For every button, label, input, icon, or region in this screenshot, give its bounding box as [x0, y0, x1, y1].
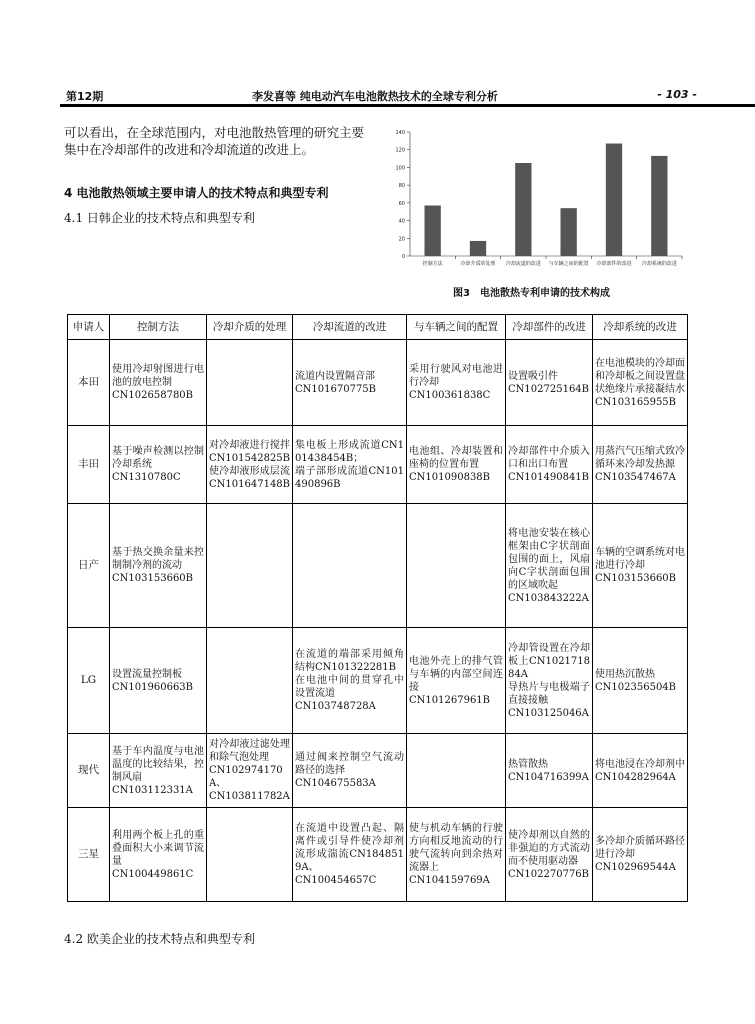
applicant-name: 日产 — [68, 504, 110, 628]
cell-line: 设置吸引件 — [508, 370, 558, 382]
y-tick-label: 20 — [398, 236, 405, 243]
cell-line: 使用冷却射图进行电池的放电控制 — [112, 364, 204, 388]
cell-line: CN103125046A — [508, 707, 589, 719]
column-header: 冷却系统的改进 — [593, 315, 688, 340]
cell-line: 导热片与电极端子直接接触 — [508, 681, 590, 706]
cell-line: CN102658780B — [112, 390, 194, 401]
cell-line: 基于噪声检测以控制冷却系统 — [112, 446, 204, 470]
y-tick-label: 80 — [398, 183, 405, 190]
table-cell — [207, 426, 293, 504]
bar — [651, 156, 667, 256]
table-row — [68, 808, 688, 902]
table-cell — [407, 734, 506, 808]
cell-line: CN103748728A — [295, 701, 376, 712]
y-tick-label: 140 — [395, 130, 405, 136]
cell-line: CN102270776B — [508, 868, 590, 880]
header-rule — [60, 104, 755, 107]
table-cell — [506, 340, 593, 426]
table-cell — [593, 426, 688, 504]
table-cell — [593, 504, 688, 628]
applicant-table — [67, 314, 688, 902]
table-cell — [506, 734, 593, 808]
cell-line: 电池组、冷却装置和座椅的位置布置 — [409, 446, 503, 470]
cell-line: 冷却管设置在冷却板上CN102171884A — [508, 642, 590, 680]
table-cell — [407, 340, 506, 426]
table-cell — [407, 628, 506, 734]
cell-line: 使与机动车辆的行驶方向相反地流动的行驶气流转向到余热对流器上 — [409, 823, 503, 873]
table-cell — [293, 628, 407, 734]
bar-chart — [388, 124, 688, 274]
cell-line: 热管散热 — [508, 758, 548, 770]
cell-line: 对冷却液过滤处理和除气泡处理 — [209, 739, 290, 763]
cell-line: CN104675583A — [295, 778, 376, 789]
cell-line: CN101490841B — [508, 472, 590, 483]
table-cell — [110, 734, 207, 808]
x-tick-label: 冷却流道的改进 — [505, 261, 541, 267]
table-cell — [593, 808, 688, 902]
x-tick-label: 冷却介质的处理 — [460, 261, 496, 267]
intro-paragraph: 可以看出，在全球范围内，对电池散热管理的研究主要集中在冷却部件的改进和冷却流道的改进上。 — [64, 125, 365, 157]
section-4-1-heading: 4.1 日韩企业的技术特点和典型专利 — [64, 211, 255, 225]
y-tick-label: 40 — [398, 218, 405, 225]
cell-line: 设置流量控制板 — [112, 668, 182, 680]
cell-line: 车辆的空调系统对电池进行冷却 — [595, 547, 685, 571]
table-cell — [506, 808, 593, 902]
column-header: 冷却流道的改进 — [293, 315, 407, 340]
cell-line: 电池外壳上的排气管与车辆的内部空间连接 — [409, 655, 503, 693]
table-cell — [293, 340, 407, 426]
figure-caption: 图3 电池散热专利申请的技术构成 — [453, 288, 610, 299]
table-cell — [506, 504, 593, 628]
table-cell — [506, 426, 593, 504]
cell-line: CN100361838C — [409, 390, 491, 401]
table-row — [68, 734, 688, 808]
applicant-name: LG — [68, 628, 110, 734]
y-tick-label: 0 — [401, 254, 405, 260]
cell-line: CN100454657C — [295, 875, 377, 886]
table-cell — [110, 504, 207, 628]
table-cell — [110, 340, 207, 426]
table-cell — [407, 504, 506, 628]
cell-line: 采用行驶风对电池进行冷却 — [409, 364, 503, 388]
cell-line: CN103811782A — [209, 791, 290, 802]
cell-line: CN101670775B — [295, 383, 377, 395]
cell-line: CN101267961B — [409, 694, 491, 706]
running-header — [66, 86, 755, 106]
cell-line: CN100449861C — [112, 868, 194, 880]
cell-line: 将电池安装在核心框架由C字状剖面包围的面上，风扇向C字状剖面包围的区域吹起 — [508, 527, 590, 591]
cell-line: 基于车内温度与电池温度的比较结果，控制风扇 — [112, 745, 204, 783]
cell-line: 对冷却液进行搅拌CN101542825B — [209, 439, 291, 464]
table-cell — [506, 628, 593, 734]
column-header: 冷却介质的处理 — [207, 315, 293, 340]
column-header: 申请人 — [68, 315, 110, 340]
cell-line: CN101960663B — [112, 681, 194, 693]
cell-line: CN103165955B — [595, 396, 677, 408]
x-tick-label: 冷却系统的改进 — [641, 261, 677, 267]
table-cell — [293, 426, 407, 504]
cell-line: CN102356504B — [595, 681, 677, 693]
bar — [515, 163, 531, 256]
cell-line: 用蒸汽气压缩式致冷循环来冷却发热源 — [595, 446, 685, 470]
y-tick-label: 60 — [398, 200, 405, 207]
cell-line: CN101090838B — [409, 472, 491, 483]
cell-line: CN103112331A — [112, 784, 193, 796]
cell-line: 使用热沉散热 — [595, 668, 655, 680]
cell-line: 在电池中间的贯穿孔中设置流道 — [295, 675, 404, 699]
table-cell — [293, 734, 407, 808]
cell-line: CN103547467A — [595, 472, 676, 483]
column-header: 控制方法 — [110, 315, 207, 340]
cell-line: CN104159769A — [409, 875, 490, 886]
table-cell — [207, 734, 293, 808]
table-cell — [593, 628, 688, 734]
cell-line: 流道内设置隔音部 — [295, 370, 375, 382]
table-cell — [110, 426, 207, 504]
table-cell — [110, 808, 207, 902]
table-cell — [593, 340, 688, 426]
table-cell — [407, 808, 506, 902]
cell-line: CN102725164B — [508, 383, 590, 395]
cell-line: CN102974170A、 — [209, 765, 283, 789]
table-cell — [207, 340, 293, 426]
table-row — [68, 504, 688, 628]
table-header-row — [68, 315, 688, 340]
cell-line: CN104282964A — [595, 771, 676, 783]
y-tick-label: 120 — [395, 147, 405, 154]
cell-line: CN1310780C — [112, 472, 181, 483]
cell-line: 多冷却介质循环路径进行冷却 — [595, 836, 685, 860]
bar — [561, 208, 577, 256]
y-tick-label: 100 — [395, 165, 405, 172]
column-header: 冷却部件的改进 — [506, 315, 593, 340]
cell-line: 冷却部件中介质入口和出口布置 — [508, 446, 590, 470]
x-tick-label: 冷却部件的改进 — [596, 261, 632, 267]
cell-line: CN103153660B — [112, 573, 194, 584]
table-cell — [293, 808, 407, 902]
cell-line: 使冷却剂以自然的非强迫的方式流动而不使用驱动器 — [508, 829, 590, 867]
table-cell — [207, 628, 293, 734]
cell-line: 使冷却液形成层流CN101647148B — [209, 465, 291, 490]
section-4-2-heading: 4.2 欧美企业的技术特点和典型专利 — [64, 932, 255, 946]
bar — [606, 144, 622, 256]
table-row — [68, 628, 688, 734]
x-tick-label: 与车辆之间的配置 — [548, 261, 589, 267]
cell-line: 在电池模块的冷却面和冷却板之间设置盘状绝缘片承接凝结水 — [595, 357, 685, 395]
cell-line: 基于热交换余量来控制制冷剂的流动 — [112, 547, 204, 571]
cell-line: CN103153660B — [595, 573, 677, 584]
cell-line: CN102969544A — [595, 862, 676, 873]
table-cell — [207, 504, 293, 628]
cell-line: 在流道中设置凸起、隔离件或引导件使冷却剂流形成湍流CN1848519A、 — [295, 823, 404, 873]
table-cell — [293, 504, 407, 628]
table-cell — [110, 628, 207, 734]
table-row — [68, 426, 688, 504]
table-body — [68, 340, 688, 902]
running-title: 李发喜等 纯电动汽车电池散热技术的全球专利分析 — [252, 90, 498, 103]
table-cell — [407, 426, 506, 504]
issue-number: 第12期 — [66, 90, 104, 103]
applicant-name: 三星 — [68, 808, 110, 902]
cell-line: 利用两个板上孔的重叠面积大小来调节流量 — [112, 829, 204, 867]
cell-line: CN104716399A — [508, 771, 589, 783]
x-tick-label: 控制方法 — [422, 261, 443, 267]
cell-line: 在流道的端部采用倾角结构CN101322281B — [295, 649, 404, 673]
table-row — [68, 340, 688, 426]
applicant-name: 现代 — [68, 734, 110, 808]
table-cell — [593, 734, 688, 808]
column-header: 与车辆之间的配置 — [407, 315, 506, 340]
section-4-heading: 4 电池散热领域主要申请人的技术特点和典型专利 — [64, 186, 329, 200]
page-number: - 103 - — [657, 88, 697, 101]
bar — [425, 206, 441, 256]
cell-line: 将电池浸在冷却剂中 — [595, 758, 685, 770]
cell-line: 端子部形成流道CN101490896B — [295, 465, 404, 490]
cell-line: 集电板上形成流道CN101438454B； — [295, 439, 404, 464]
cell-line: 通过阀来控制空气流动路径的选择 — [295, 752, 404, 776]
applicant-name: 丰田 — [68, 426, 110, 504]
applicant-name: 本田 — [68, 340, 110, 426]
bar — [470, 241, 486, 256]
cell-line: CN103843222A — [508, 592, 589, 604]
table-cell — [207, 808, 293, 902]
